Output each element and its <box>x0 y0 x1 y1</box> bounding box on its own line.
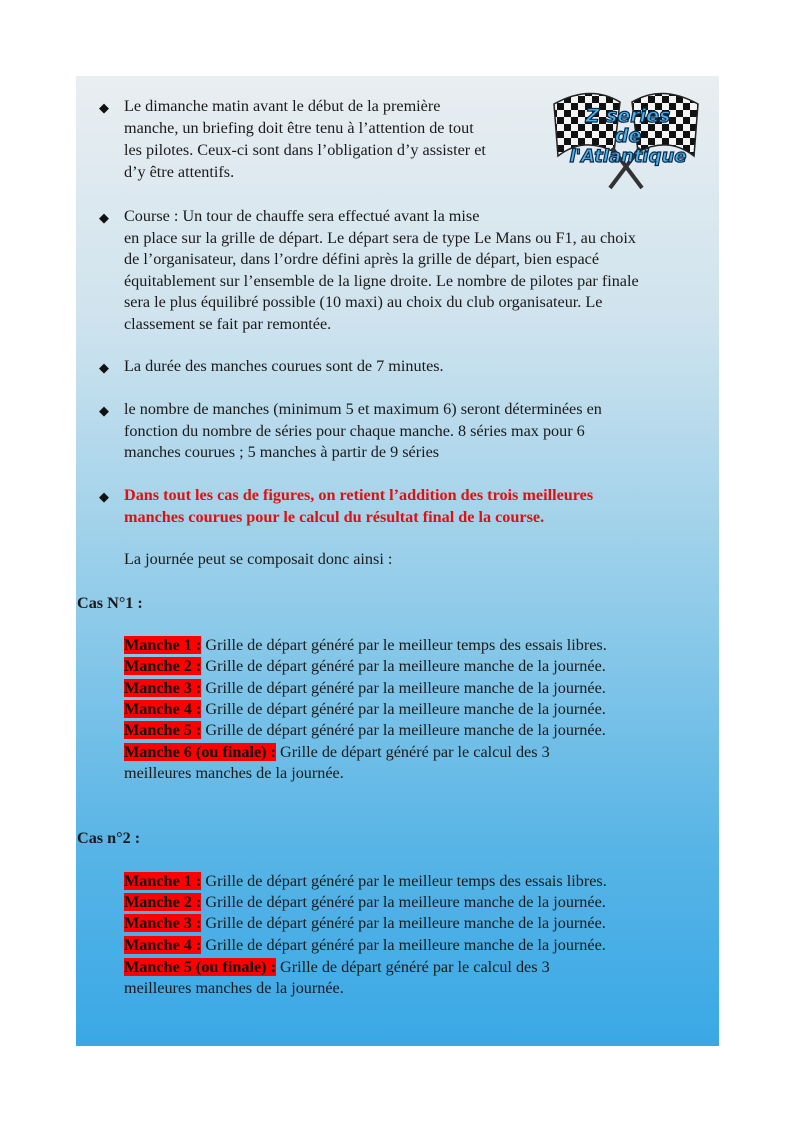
bullet-2-line-6: classement se fait par remontée. <box>124 315 332 333</box>
bullet-5-line-2: manches courues pour le calcul du résultat final de la course. <box>124 508 545 526</box>
intro-text: La journée peut se composait donc ainsi : <box>124 550 393 568</box>
manche-description: Grille de départ généré par la meilleure manche de la journée. <box>201 936 606 954</box>
manche-description: Grille de départ généré par la meilleure manche de la journée. <box>201 679 606 697</box>
cas-1-line-1 <box>124 635 607 657</box>
bullet-diamond-icon: ◆ <box>99 210 109 225</box>
cas-1-line-6 <box>124 742 550 764</box>
manche-tag: Manche 3 : <box>124 914 202 932</box>
cas-1-heading: Cas N°1 : <box>77 594 143 612</box>
bullet-1-line-3: les pilotes. Ceux-ci sont dans l’obligation d’y assister et <box>124 141 486 159</box>
manche-tag: Manche 6 (ou finale) : <box>124 743 276 761</box>
bullet-2-line-2: en place sur la grille de départ. Le départ sera de type Le Mans ou F1, au choix <box>124 229 636 247</box>
bullet-2-line-4: équitablement sur l’ensemble de la ligne droite. Le nombre de pilotes par finale <box>124 272 639 290</box>
bullet-diamond-icon: ◆ <box>99 100 109 115</box>
bullet-2-line-1: Course : Un tour de chauffe sera effectué avant la mise <box>124 207 480 225</box>
manche-description: Grille de départ généré par la meilleure manche de la journée. <box>201 893 606 911</box>
cas-2-line-3 <box>124 913 606 935</box>
bullet-1-line-2: manche, un briefing doit être tenu à l’attention de tout <box>124 119 474 137</box>
manche-tag: Manche 1 : <box>124 872 202 890</box>
bullet-diamond-icon: ◆ <box>99 403 109 418</box>
manche-description: Grille de départ généré par la meilleure manche de la journée. <box>201 657 606 675</box>
manche-description: Grille de départ généré par le meilleur temps des essais libres. <box>201 636 607 654</box>
manche-tag: Manche 4 : <box>124 700 202 718</box>
manche-description: Grille de départ généré par le calcul des 3 <box>275 743 550 761</box>
cas-1-line-4 <box>124 699 606 721</box>
manche-tag: Manche 2 : <box>124 893 202 911</box>
bullet-2-line-3: de l’organisateur, dans l’ordre défini après la grille de départ, bien espacé <box>124 250 600 268</box>
manche-description: Grille de départ généré par le meilleur temps des essais libres. <box>201 872 607 890</box>
manche-tag: Manche 3 : <box>124 679 202 697</box>
logo-text-2: de <box>614 125 642 147</box>
manche-description: Grille de départ généré par le calcul des 3 <box>275 958 550 976</box>
cas-1-continuation: meilleures manches de la journée. <box>124 764 344 782</box>
manche-description: Grille de départ généré par la meilleure manche de la journée. <box>201 700 606 718</box>
cas-1-line-2 <box>124 656 606 678</box>
manche-tag: Manche 1 : <box>124 636 202 654</box>
logo-text-1: Z series <box>585 105 671 127</box>
bullet-diamond-icon: ◆ <box>99 489 109 504</box>
bullet-1-line-1: Le dimanche matin avant le début de la première <box>124 97 441 115</box>
bullet-diamond-icon: ◆ <box>99 360 109 375</box>
manche-tag: Manche 2 : <box>124 657 202 675</box>
cas-2-heading: Cas n°2 : <box>77 829 141 847</box>
manche-description: Grille de départ généré par la meilleure manche de la journée. <box>201 914 606 932</box>
bullet-4-line-1: le nombre de manches (minimum 5 et maximum 6) seront déterminées en <box>124 400 602 418</box>
bullet-3-line-1: La durée des manches courues sont de 7 minutes. <box>124 357 444 375</box>
cas-2-line-1 <box>124 871 607 893</box>
bullet-4-line-2: fonction du nombre de séries pour chaque manche. 8 séries max pour 6 <box>124 422 585 440</box>
manche-tag: Manche 4 : <box>124 936 202 954</box>
bullet-5-line-1: Dans tout les cas de figures, on retient l’addition des trois meilleures <box>124 486 594 504</box>
manche-description: Grille de départ généré par la meilleure manche de la journée. <box>201 721 606 739</box>
cas-1-line-5 <box>124 720 606 742</box>
cas-2-line-2 <box>124 892 606 914</box>
manche-tag: Manche 5 : <box>124 721 202 739</box>
bullet-1-line-4: d’y être attentifs. <box>124 163 235 181</box>
manche-tag: Manche 5 (ou finale) : <box>124 958 276 976</box>
logo-text-3: l'Atlantique <box>569 146 687 167</box>
cas-2-line-4 <box>124 935 606 957</box>
bullet-2-line-5: sera le plus équilibré possible (10 maxi) au choix du club organisateur. Le <box>124 293 603 311</box>
bullet-4-line-3: manches courues ; 5 manches à partir de 9 séries <box>124 443 440 461</box>
cas-2-continuation: meilleures manches de la journée. <box>124 979 344 997</box>
cas-1-line-3 <box>124 678 606 700</box>
z-series-logo <box>550 82 702 192</box>
cas-2-line-5 <box>124 957 550 979</box>
